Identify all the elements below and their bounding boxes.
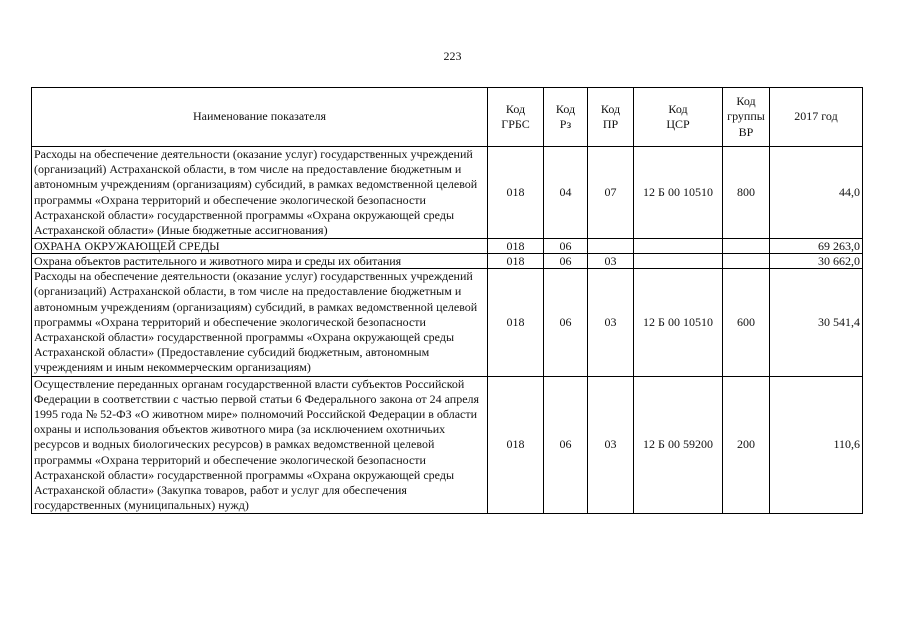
row-csr xyxy=(634,239,723,254)
row-pr xyxy=(588,239,634,254)
row-csr: 12 Б 00 10510 xyxy=(634,147,723,239)
row-name: Осуществление переданных органам государственной власти субъектов Российской Федерации в соответствии с частью первой статьи 6 Федерального закона от 24 апреля 1995 года № 52-ФЗ «О животном мире» полномочий Российской Федерации в области охраны и использования объектов животного мира (за исключением охотничьих ресурсов и водных биологических ресурсов) в рамках ведомственной целевой программы «Охрана территорий и обеспечение экологической безопасности Астраханской области» государственной программы «Охрана окружающей среды Астраханской области» (Закупка товаров, работ и услуг для обеспечения государственных (муниципальных) нужд) xyxy=(32,376,488,514)
table-row xyxy=(32,376,863,514)
table-row xyxy=(32,254,863,269)
row-vr: 600 xyxy=(723,269,770,376)
table-row xyxy=(32,147,863,239)
row-csr: 12 Б 00 59200 xyxy=(634,376,723,514)
row-vr: 800 xyxy=(723,147,770,239)
table-row xyxy=(32,269,863,376)
row-name: Охрана объектов растительного и животного мира и среды их обитания xyxy=(32,254,488,269)
header-name: Наименование показателя xyxy=(32,88,488,147)
header-csr: Код ЦСР xyxy=(634,88,723,147)
row-grbs: 018 xyxy=(488,239,544,254)
row-vr xyxy=(723,239,770,254)
row-csr xyxy=(634,254,723,269)
header-grbs: Код ГРБС xyxy=(488,88,544,147)
row-rz: 06 xyxy=(544,239,588,254)
page-number: 223 xyxy=(443,49,462,63)
row-pr: 03 xyxy=(588,376,634,514)
row-amount: 110,6 xyxy=(770,376,863,514)
row-rz: 06 xyxy=(544,254,588,269)
row-rz: 06 xyxy=(544,376,588,514)
row-amount: 69 263,0 xyxy=(770,239,863,254)
row-pr: 03 xyxy=(588,254,634,269)
row-rz: 06 xyxy=(544,269,588,376)
table-header-row xyxy=(32,88,863,147)
row-grbs: 018 xyxy=(488,254,544,269)
table-row xyxy=(32,239,863,254)
row-amount: 30 662,0 xyxy=(770,254,863,269)
row-pr: 03 xyxy=(588,269,634,376)
header-pr: Код ПР xyxy=(588,88,634,147)
row-grbs: 018 xyxy=(488,147,544,239)
row-name: ОХРАНА ОКРУЖАЮЩЕЙ СРЕДЫ xyxy=(32,239,488,254)
row-pr: 07 xyxy=(588,147,634,239)
row-vr: 200 xyxy=(723,376,770,514)
row-name: Расходы на обеспечение деятельности (оказание услуг) государственных учреждений (организаций) Астраханской области, в том числе на предоставление бюджетным и автономным учреждениям (организациям) субсидий, в рамках ведомственной целевой программы «Охрана территорий и обеспечение экологической безопасности Астраханской области» государственной программы «Охрана окружающей среды Астраханской области» (Иные бюджетные ассигнования) xyxy=(32,147,488,239)
row-name: Расходы на обеспечение деятельности (оказание услуг) государственных учреждений (организаций) Астраханской области, в том числе на предоставление бюджетным и автономным учреждениям (организациям) субсидий, в рамках ведомственной целевой программы «Охрана территорий и обеспечение экологической безопасности Астраханской области» государственной программы «Охрана окружающей среды Астраханской области» (Предоставление субсидий бюджетным, автономным учреждениям и иным некоммерческим организациям) xyxy=(32,269,488,376)
row-vr xyxy=(723,254,770,269)
row-rz: 04 xyxy=(544,147,588,239)
header-vr: Код группы ВР xyxy=(723,88,770,147)
budget-table xyxy=(31,87,863,514)
row-amount: 30 541,4 xyxy=(770,269,863,376)
row-grbs: 018 xyxy=(488,376,544,514)
row-amount: 44,0 xyxy=(770,147,863,239)
header-rz: Код Рз xyxy=(544,88,588,147)
header-year: 2017 год xyxy=(770,88,863,147)
row-grbs: 018 xyxy=(488,269,544,376)
row-csr: 12 Б 00 10510 xyxy=(634,269,723,376)
